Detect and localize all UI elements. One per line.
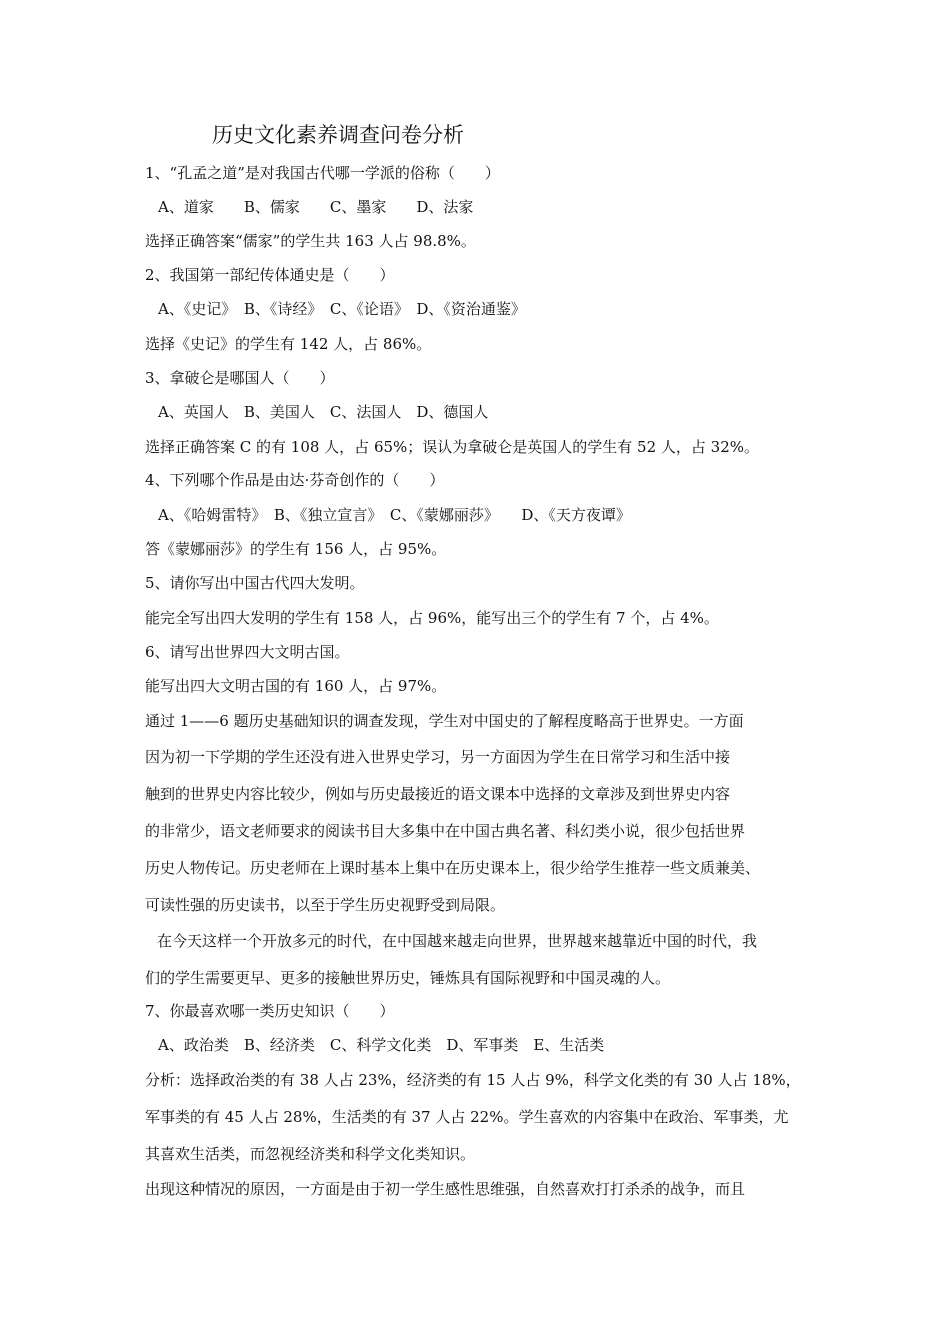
conclusion-paragraph-line: 在今天这样一个开放多元的时代，在中国越来越走向世界，世界越来越靠近中国的时代，我 <box>157 932 758 950</box>
question-6: 6、请写出世界四大文明古国。 <box>145 643 350 661</box>
analysis-paragraph-line: 因为初一下学期的学生还没有进入世界史学习，另一方面因为学生在日常学习和生活中接 <box>145 748 731 766</box>
analysis-paragraph-line: 历史人物传记。历史老师在上课时基本上集中在历史课本上，很少给学生推荐一些文质兼美、 <box>145 859 761 877</box>
question-4: 4、下列哪个作品是由达·芬奇创作的（ ） <box>145 471 445 489</box>
analysis-paragraph-line: 可读性强的历史读书，以至于学生历史视野受到局限。 <box>145 896 506 914</box>
question-4-result: 答《蒙娜丽莎》的学生有 156 人，占 95%。 <box>145 540 447 558</box>
question-7-options: A、政治类 B、经济类 C、科学文化类 D、军事类 E、生活类 <box>158 1036 605 1054</box>
question-3-options: A、英国人 B、美国人 C、法国人 D、德国人 <box>158 403 489 421</box>
document-title: 历史文化素养调查问卷分析 <box>212 123 464 147</box>
analysis-paragraph-line: 通过 1——6 题历史基础知识的调查发现，学生对中国史的了解程度略高于世界史。一方面 <box>145 712 744 730</box>
question-6-result: 能写出四大文明古国的有 160 人，占 97%。 <box>145 677 447 695</box>
question-5-result: 能完全写出四大发明的学生有 158 人，占 96%，能写出三个的学生有 7 个，占 4%。 <box>145 609 719 627</box>
question-2: 2、我国第一部纪传体通史是（ ） <box>145 266 395 284</box>
question-1-result: 选择正确答案“儒家”的学生共 163 人占 98.8%。 <box>145 232 476 250</box>
question-4-options: A、《哈姆雷特》 B、《独立宣言》 C、《蒙娜丽莎》 D、《天方夜谭》 <box>158 506 631 524</box>
question-7-analysis-line: 其喜欢生活类，而忽视经济类和科学文化类知识。 <box>145 1145 476 1163</box>
question-7-analysis-line: 分析：选择政治类的有 38 人占 23%，经济类的有 15 人占 9%，科学文化类的有 30 人占 18%， <box>145 1071 801 1089</box>
conclusion-paragraph-line: 们的学生需要更早、更多的接触世界历史，锤炼具有国际视野和中国灵魂的人。 <box>145 969 671 987</box>
question-1-options: A、道家 B、儒家 C、墨家 D、法家 <box>158 198 474 216</box>
question-7-analysis-line: 军事类的有 45 人占 28%，生活类的有 37 人占 22%。学生喜欢的内容集中在政治、军事类，尤 <box>145 1108 789 1126</box>
analysis-paragraph-line: 触到的世界史内容比较少，例如与历史最接近的语文课本中选择的文章涉及到世界史内容 <box>145 785 731 803</box>
analysis-paragraph-line: 的非常少，语文老师要求的阅读书目大多集中在中国古典名著、科幻类小说，很少包括世界 <box>145 822 746 840</box>
question-2-result: 选择《史记》的学生有 142 人，占 86%。 <box>145 335 432 353</box>
reason-paragraph-line: 出现这种情况的原因，一方面是由于初一学生感性思维强，自然喜欢打打杀杀的战争，而且 <box>145 1180 746 1198</box>
question-3-result: 选择正确答案 C 的有 108 人，占 65%；误认为拿破仑是英国人的学生有 52 人，占 32%。 <box>145 438 760 456</box>
question-7: 7、你最喜欢哪一类历史知识（ ） <box>145 1002 395 1020</box>
question-2-options: A、《史记》 B、《诗经》 C、《论语》 D、《资治通鉴》 <box>158 300 526 318</box>
question-3: 3、拿破仑是哪国人（ ） <box>145 369 335 387</box>
question-5: 5、请你写出中国古代四大发明。 <box>145 574 365 592</box>
question-1: 1、“孔孟之道”是对我国古代哪一学派的俗称（ ） <box>145 164 500 182</box>
